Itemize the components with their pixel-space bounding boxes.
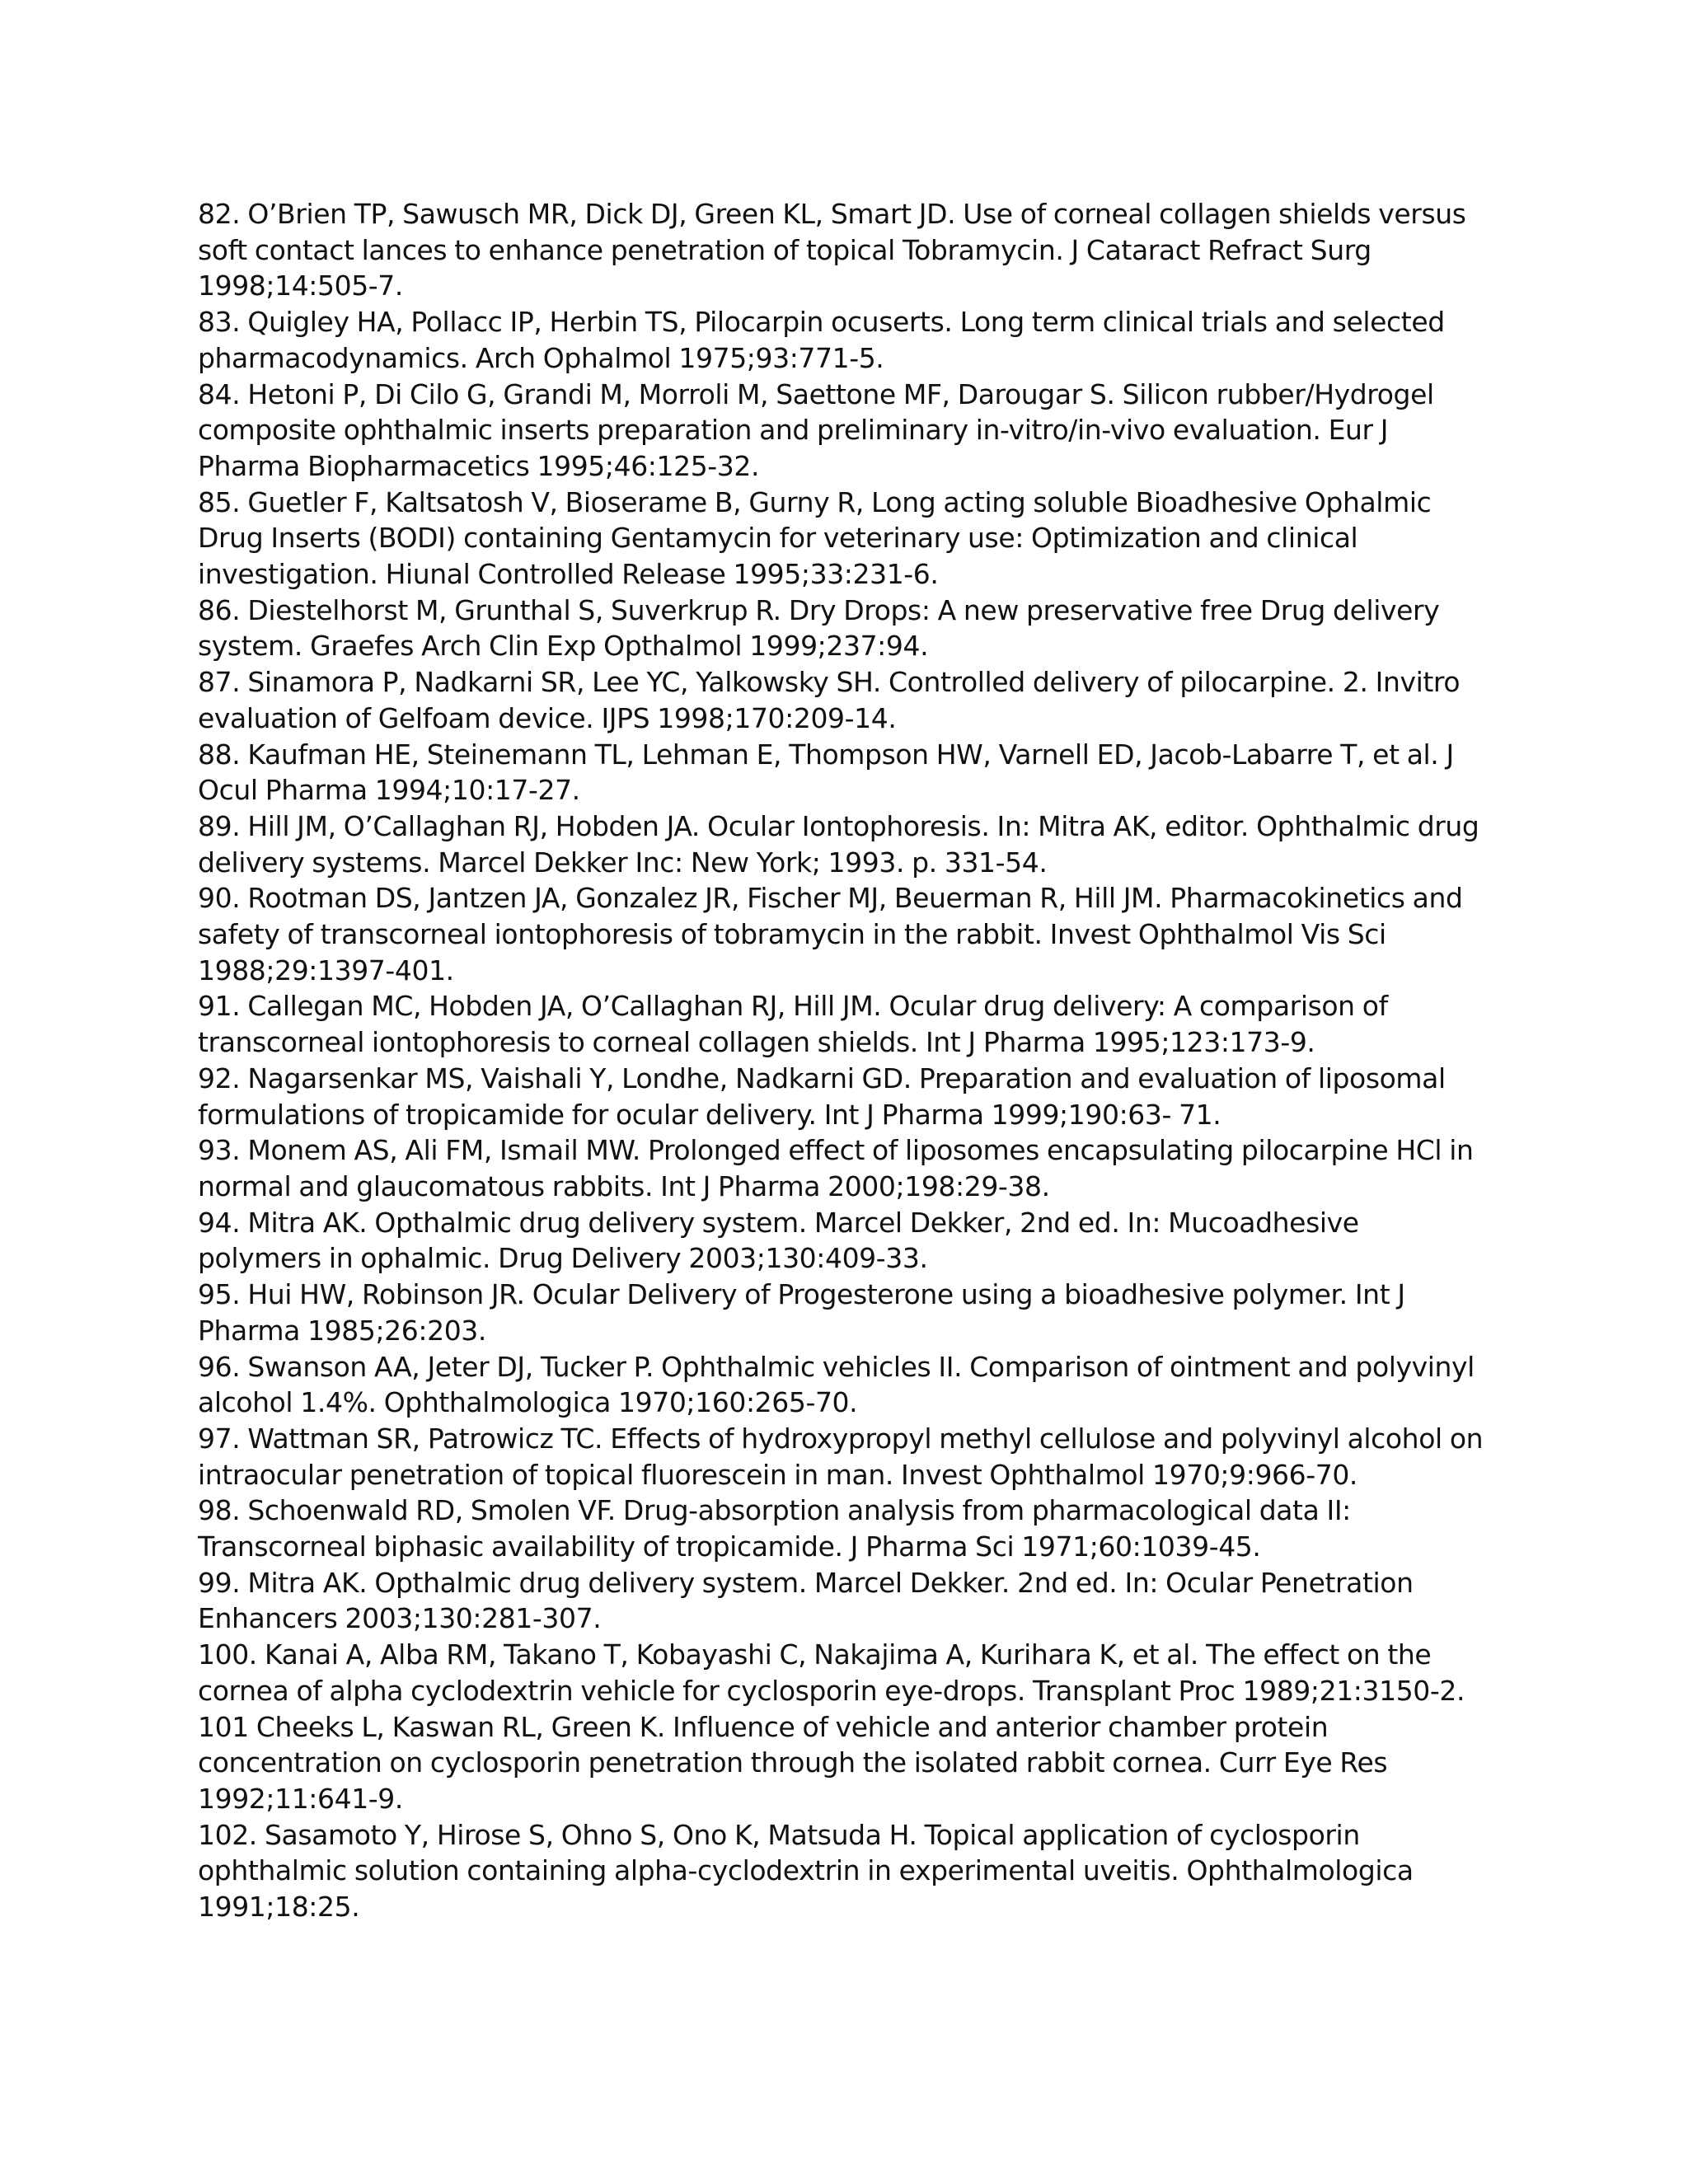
reference-list [198, 196, 1484, 1925]
reference-83: 83. Quigley HA, Pollacc IP, Herbin TS, Pilocarpin ocuserts. Long term clinical trials and selected pharmacodynamics. Arch Ophalmol 1975;93:771-5. [198, 306, 1445, 374]
reference-102: 102. Sasamoto Y, Hirose S, Ohno S, Ono K, Matsuda H. Topical application of cyclosporin ophthalmic solution containing alpha-cyclodextrin in experimental uveitis. Ophthalmologica 1991;18:25. [198, 1818, 1414, 1924]
reference-95: 95. Hui HW, Robinson JR. Ocular Delivery of Progesterone using a bioadhesive polymer. Int J Pharma 1985;26:203. [198, 1278, 1405, 1347]
reference-101: 101 Cheeks L, Kaswan RL, Green K. Influence of vehicle and anterior chamber protein concentration on cyclosporin penetration through the isolated rabbit cornea. Curr Eye Res 1992;11:641-9. [198, 1710, 1388, 1815]
reference-98: 98. Schoenwald RD, Smolen VF. Drug-absorption analysis from pharmacological data II: Transcorneal biphasic availability of tropicamide. J Pharma Sci 1971;60:1039-45. [198, 1494, 1351, 1563]
reference-100: 100. Kanai A, Alba RM, Takano T, Kobayashi C, Nakajima A, Kurihara K, et al. The effect on the cornea of alpha cyclodextrin vehicle for cyclosporin eye-drops. Transplant Proc 1989;21:3150-2. [198, 1638, 1465, 1707]
reference-85: 85. Guetler F, Kaltsatosh V, Bioserame B, Gurny R, Long acting soluble Bioadhesive Ophalmic Drug Inserts (BODI) containing Gentamycin for veterinary use: Optimization and clinical investigation. Hiunal Controlled Release 1995;33:231-6. [198, 485, 1432, 591]
reference-93: 93. Monem AS, Ali FM, Ismail MW. Prolonged effect of liposomes encapsulating pilocarpine HCl in normal and glaucomatous rabbits. Int J Pharma 2000;198:29-38. [198, 1134, 1474, 1202]
reference-96: 96. Swanson AA, Jeter DJ, Tucker P. Ophthalmic vehicles II. Comparison of ointment and polyvinyl alcohol 1.4%. Ophthalmologica 1970;160:265-70. [198, 1350, 1475, 1419]
reference-84: 84. Hetoni P, Di Cilo G, Grandi M, Morroli M, Saettone MF, Darougar S. Silicon rubber/Hydrogel composite ophthalmic inserts preparation and preliminary in-vitro/in-vivo evaluation. Eur J Pharma Biopharmacetics 1995;46:125-32. [198, 377, 1434, 482]
reference-88: 88. Kaufman HE, Steinemann TL, Lehman E, Thompson HW, Varnell ED, Jacob-Labarre T, et al. J Ocul Pharma 1994;10:17-27. [198, 738, 1454, 807]
reference-89: 89. Hill JM, O’Callaghan RJ, Hobden JA. Ocular Iontophoresis. In: Mitra AK, editor. Ophthalmic drug delivery systems. Marcel Dekker Inc: New York; 1993. p. 331-54. [198, 809, 1479, 879]
reference-92: 92. Nagarsenkar MS, Vaishali Y, Londhe, Nadkarni GD. Preparation and evaluation of liposomal formulations of tropicamide for ocular delivery. Int J Pharma 1999;190:63- 71. [198, 1062, 1446, 1131]
reference-86: 86. Diestelhorst M, Grunthal S, Suverkrup R. Dry Drops: A new preservative free Drug delivery system. Graefes Arch Clin Exp Opthalmol 1999;237:94. [198, 593, 1440, 663]
reference-82: 82. O’Brien TP, Sawusch MR, Dick DJ, Green KL, Smart JD. Use of corneal collagen shields versus soft contact lances to enhance penetration of topical Tobramycin. J Cataract Refract Surg 1998;14:505-7. [198, 198, 1466, 302]
reference-94: 94. Mitra AK. Opthalmic drug delivery system. Marcel Dekker, 2nd ed. In: Mucoadhesive polymers in ophalmic. Drug Delivery 2003;130:409-33. [198, 1206, 1359, 1275]
reference-87: 87. Sinamora P, Nadkarni SR, Lee YC, Yalkowsky SH. Controlled delivery of pilocarpine. 2. Invitro evaluation of Gelfoam device. IJPS 1998;170:209-14. [198, 666, 1461, 734]
reference-97: 97. Wattman SR, Patrowicz TC. Effects of hydroxypropyl methyl cellulose and polyvinyl alcohol on intraocular penetration of topical fluorescein in man. Invest Ophthalmol 1970;9:966-70. [198, 1422, 1484, 1491]
reference-90: 90. Rootman DS, Jantzen JA, Gonzalez JR, Fischer MJ, Beuerman R, Hill JM. Pharmacokinetics and safety of transcorneal iontophoresis of tobramycin in the rabbit. Invest Ophthalmol Vis Sci 1988;29:1397-401. [198, 882, 1463, 987]
reference-91: 91. Callegan MC, Hobden JA, O’Callaghan RJ, Hill JM. Ocular drug delivery: A comparison of transcorneal iontophoresis to corneal collagen shields. Int J Pharma 1995;123:173-9. [198, 990, 1388, 1059]
reference-99: 99. Mitra AK. Opthalmic drug delivery system. Marcel Dekker. 2nd ed. In: Ocular Penetration Enhancers 2003;130:281-307. [198, 1566, 1414, 1635]
